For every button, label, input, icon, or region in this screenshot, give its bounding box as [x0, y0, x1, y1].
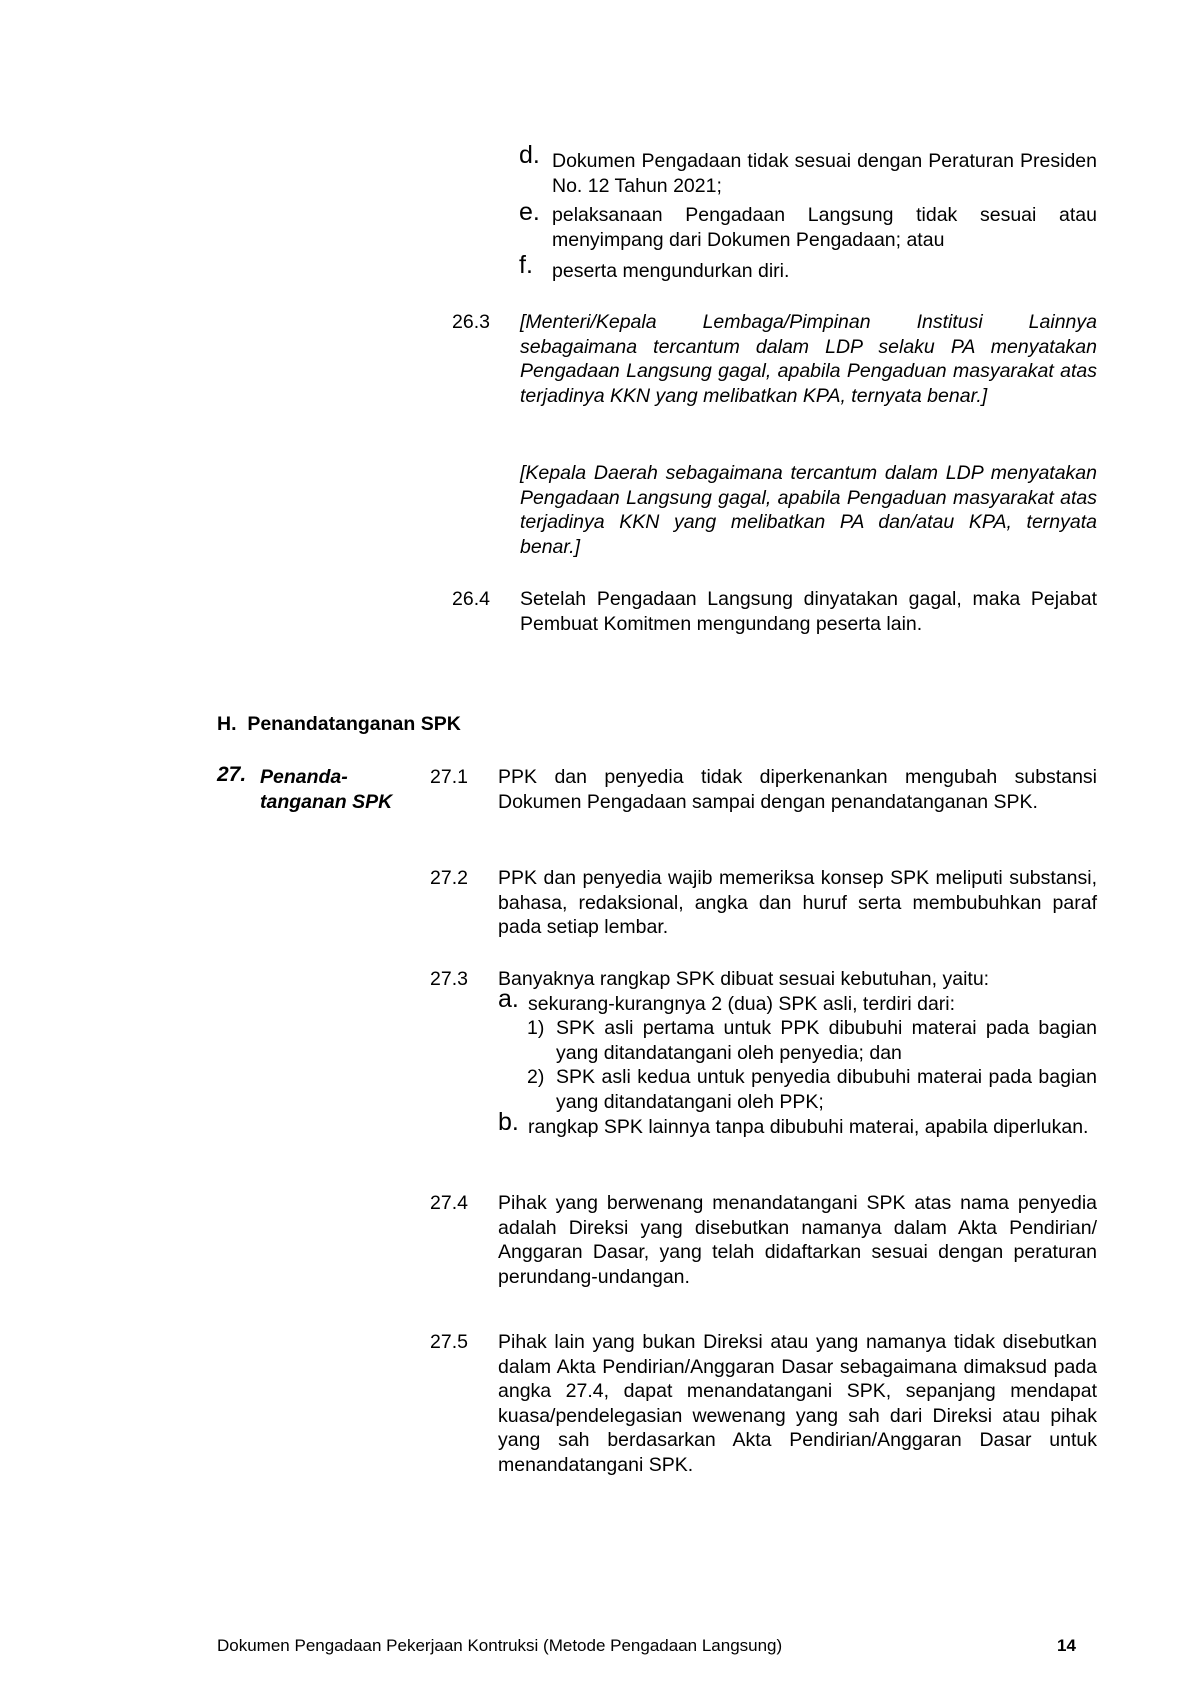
list-item: sekurang-kurangnya 2 (dua) SPK asli, terdiri dari: — [528, 993, 956, 1015]
clause-text: [Kepala Daerah sebagaimana tercantum dalam LDP menyatakan Pengadaan Langsung gagal, apabila Pengaduan masyarakat atas terjadinya KKN yang melibatkan PA dan/atau KPA, ternyata benar.] — [520, 462, 1097, 558]
list-marker: a. — [498, 985, 519, 1013]
sublist-item: SPK asli kedua untuk penyedia dibubuhi materai pada bagian yang ditandatangani oleh PPK; — [556, 1066, 1097, 1113]
list-marker: d. — [519, 141, 540, 169]
clause-number: 27.3 — [430, 968, 468, 990]
clause-number: 27.2 — [430, 867, 468, 889]
clause-text: [Menteri/Kepala Lembaga/Pimpinan Institusi Lainnya sebagaimana tercantum dalam LDP selaku PA menyatakan Pengadaan Langsung gagal, apabila Pengaduan masyarakat atas terjadinya KKN yang melibatkan KPA, ternyata benar.] — [520, 311, 1097, 407]
clause-text: Pihak lain yang bukan Direksi atau yang namanya tidak disebutkan dalam Akta Pendirian/Anggaran Dasar sebagaimana dimaksud pada angka 27.4, dapat menandatangani SPK, sepanjang mendapat kuasa/pendelegasian wewenang yang sah dari Direksi atau pihak yang sah berdasarkan Akta Pendirian/Anggaran Dasar untuk menandatangani SPK. — [498, 1331, 1097, 1476]
page-number: 14 — [1057, 1636, 1076, 1655]
sublist-marker: 2) — [527, 1066, 545, 1088]
section-heading: H. Penandatanganan SPK — [217, 713, 461, 735]
list-item: peserta mengundurkan diri. — [552, 260, 790, 282]
sublist-item: SPK asli pertama untuk PPK dibubuhi materai pada bagian yang ditandatangani oleh penyedia; dan — [556, 1017, 1097, 1064]
list-marker: b. — [498, 1108, 519, 1136]
clause-number: 27.5 — [430, 1331, 468, 1353]
footer-title: Dokumen Pengadaan Pekerjaan Kontruksi (Metode Pengadaan Langsung) — [217, 1636, 783, 1655]
clause-number: 26.4 — [452, 588, 490, 610]
clause-number: 27.1 — [430, 766, 468, 788]
article-number: 27. — [217, 763, 247, 786]
clause-number: 27.4 — [430, 1192, 468, 1214]
article-title: Penanda- — [260, 766, 348, 788]
clause-text: Banyaknya rangkap SPK dibuat sesuai kebutuhan, yaitu: — [498, 968, 990, 990]
article-title: tanganan SPK — [260, 791, 393, 813]
clause-text: PPK dan penyedia tidak diperkenankan mengubah substansi Dokumen Pengadaan sampai dengan penandatanganan SPK. — [498, 766, 1097, 813]
clause-text: Pihak yang berwenang menandatangani SPK atas nama penyedia adalah Direksi yang disebutkan namanya dalam Akta Pendirian/ Anggaran Dasar, yang telah didaftarkan sesuai dengan peraturan perundang-undangan. — [498, 1192, 1097, 1288]
list-item: pelaksanaan Pengadaan Langsung tidak sesuai atau menyimpang dari Dokumen Pengadaan; atau — [552, 204, 1097, 251]
clause-text: PPK dan penyedia wajib memeriksa konsep SPK meliputi substansi, bahasa, redaksional, angka dan huruf serta membubuhkan paraf pada setiap lembar. — [498, 867, 1097, 938]
list-marker: f. — [519, 251, 533, 279]
list-item: rangkap SPK lainnya tanpa dibubuhi materai, apabila diperlukan. — [528, 1116, 1089, 1138]
sublist-marker: 1) — [527, 1017, 545, 1039]
clause-text: Setelah Pengadaan Langsung dinyatakan gagal, maka Pejabat Pembuat Komitmen mengundang peserta lain. — [520, 588, 1097, 635]
clause-number: 26.3 — [452, 311, 490, 333]
list-marker: e. — [519, 198, 540, 226]
list-item: Dokumen Pengadaan tidak sesuai dengan Peraturan Presiden No. 12 Tahun 2021; — [552, 150, 1097, 197]
